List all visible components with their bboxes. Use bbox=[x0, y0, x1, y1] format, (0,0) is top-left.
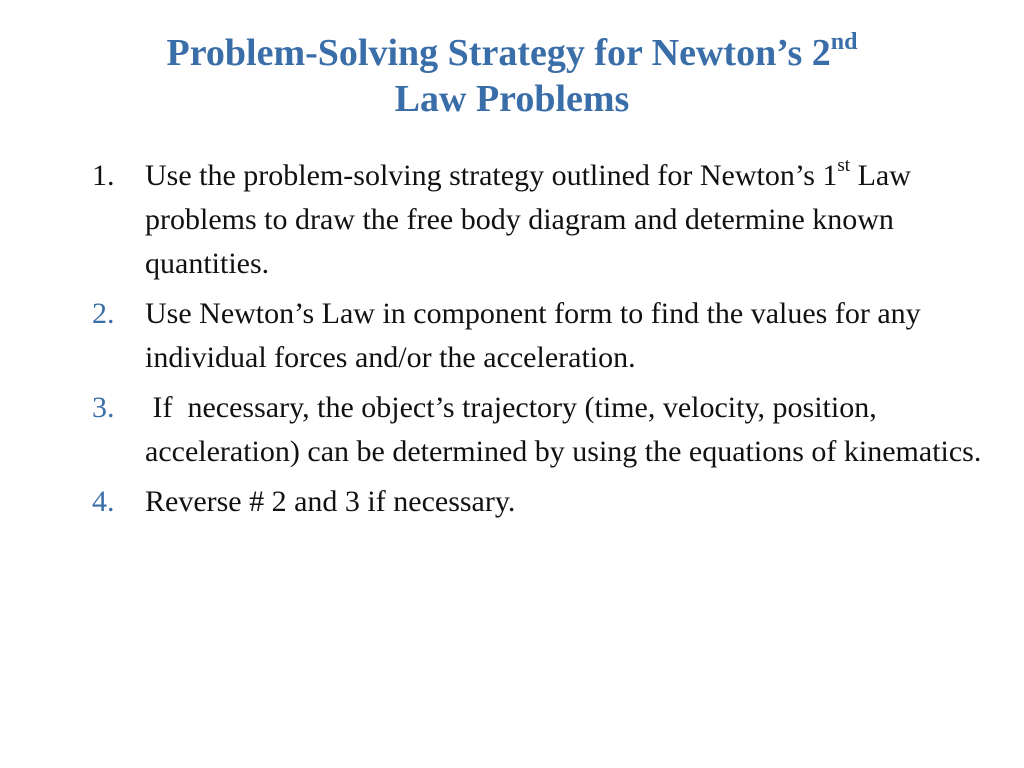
list-text-4: Reverse # 2 and 3 if necessary. bbox=[145, 485, 516, 518]
title-line-2: Law Problems bbox=[394, 78, 630, 120]
slide-title bbox=[60, 30, 964, 122]
list-text-3: If necessary, the object’s trajectory (time, velocity, position, acceleration) can be determined by using the equations of kinematics. bbox=[145, 391, 982, 468]
title-line-1: Problem-Solving Strategy for Newton’s 2 bbox=[166, 32, 831, 74]
list-number-3: 3. bbox=[92, 391, 115, 424]
list-text-1b: Law problems to draw the free body diagram and determine known quantities. bbox=[145, 159, 911, 280]
list-item-2 bbox=[92, 292, 992, 380]
list-item-1 bbox=[92, 154, 992, 286]
strategy-list bbox=[92, 154, 992, 530]
list-text-1a: Use the problem-solving strategy outlined for Newton’s 1 bbox=[145, 159, 838, 192]
list-superscript-1: st bbox=[837, 155, 851, 176]
list-text-2: Use Newton’s Law in component form to find the values for any individual forces and/or the acceleration. bbox=[145, 297, 921, 374]
list-number-2: 2. bbox=[92, 297, 115, 330]
list-number-4: 4. bbox=[92, 485, 115, 518]
list-item-4 bbox=[92, 480, 992, 524]
list-item-3 bbox=[92, 386, 992, 474]
list-number-1: 1. bbox=[92, 159, 115, 192]
title-superscript: nd bbox=[830, 29, 858, 56]
